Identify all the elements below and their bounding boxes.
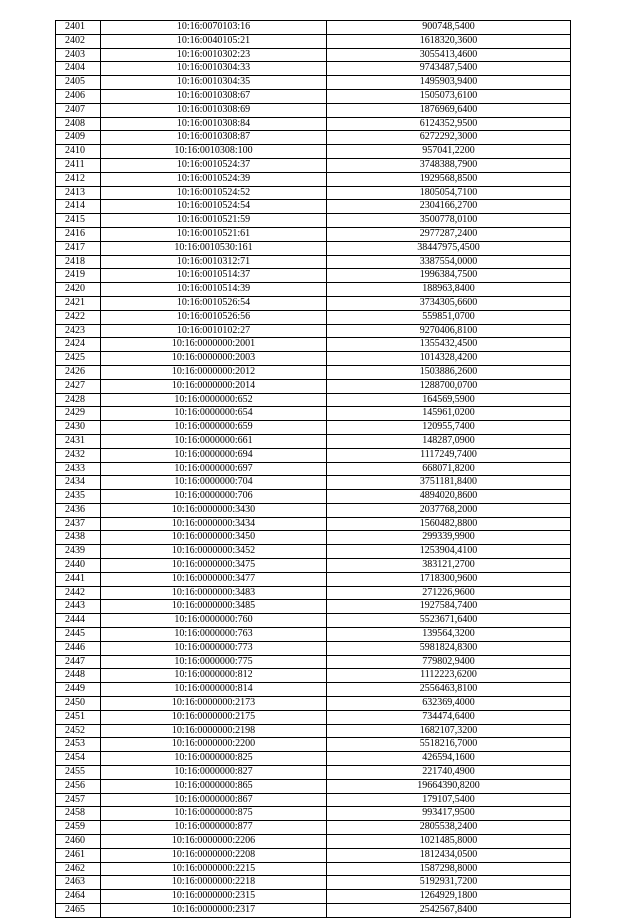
row-number-cell: 2406 [56,89,101,103]
row-number-cell: 2445 [56,628,101,642]
table-row [56,365,571,379]
cadastral-number-cell: 10:16:0000000:2218 [101,876,327,890]
value-cell: 1495903,9400 [327,76,571,90]
value-cell: 2805538,2400 [327,821,571,835]
document-page [55,20,570,918]
cadastral-number-cell: 10:16:0000000:875 [101,807,327,821]
value-cell: 1927584,7400 [327,600,571,614]
table-row [56,62,571,76]
value-cell: 38447975,4500 [327,241,571,255]
value-cell: 1812434,0500 [327,848,571,862]
cadastral-number-cell: 10:16:0010521:59 [101,214,327,228]
value-cell: 3748388,7900 [327,158,571,172]
value-cell: 1805054,7100 [327,186,571,200]
table-row [56,241,571,255]
cadastral-number-cell: 10:16:0010302:23 [101,48,327,62]
table-row [56,545,571,559]
table-row [56,421,571,435]
value-cell: 2304166,2700 [327,200,571,214]
cadastral-number-cell: 10:16:0000000:3430 [101,503,327,517]
row-number-cell: 2458 [56,807,101,821]
value-cell: 1876969,6400 [327,103,571,117]
value-cell: 383121,2700 [327,559,571,573]
table-row [56,683,571,697]
row-number-cell: 2428 [56,393,101,407]
row-number-cell: 2419 [56,269,101,283]
table-row [56,227,571,241]
row-number-cell: 2425 [56,352,101,366]
row-number-cell: 2450 [56,697,101,711]
cadastral-number-cell: 10:16:0010514:37 [101,269,327,283]
value-cell: 299339,9900 [327,531,571,545]
table-row [56,269,571,283]
cadastral-number-cell: 10:16:0000000:2317 [101,904,327,918]
table-row [56,848,571,862]
table-row [56,48,571,62]
value-cell: 1117249,7400 [327,448,571,462]
cadastral-number-cell: 10:16:0000000:827 [101,766,327,780]
table-row [56,476,571,490]
value-cell: 6124352,9500 [327,117,571,131]
row-number-cell: 2444 [56,614,101,628]
value-cell: 1560482,8800 [327,517,571,531]
table-row [56,669,571,683]
value-cell: 3500778,0100 [327,214,571,228]
value-cell: 2556463,8100 [327,683,571,697]
cadastral-number-cell: 10:16:0010102:27 [101,324,327,338]
cadastral-number-cell: 10:16:0000000:704 [101,476,327,490]
row-number-cell: 2434 [56,476,101,490]
table-row [56,766,571,780]
cadastral-number-cell: 10:16:0000000:652 [101,393,327,407]
value-cell: 188963,8400 [327,283,571,297]
cadastral-number-cell: 10:16:0000000:3477 [101,572,327,586]
table-row [56,379,571,393]
value-cell: 1618320,3600 [327,34,571,48]
value-cell: 179107,5400 [327,793,571,807]
table-row [56,490,571,504]
value-cell: 19664390,8200 [327,779,571,793]
row-number-cell: 2437 [56,517,101,531]
table-row [56,531,571,545]
value-cell: 1288700,0700 [327,379,571,393]
cadastral-number-cell: 10:16:0000000:654 [101,407,327,421]
row-number-cell: 2401 [56,21,101,35]
cadastral-number-cell: 10:16:0000000:2315 [101,890,327,904]
table-row [56,628,571,642]
row-number-cell: 2421 [56,296,101,310]
row-number-cell: 2426 [56,365,101,379]
table-row [56,200,571,214]
value-cell: 668071,8200 [327,462,571,476]
row-number-cell: 2452 [56,724,101,738]
row-number-cell: 2463 [56,876,101,890]
cadastral-number-cell: 10:16:0000000:2200 [101,738,327,752]
value-cell: 1996384,7500 [327,269,571,283]
cadastral-number-cell: 10:16:0000000:661 [101,434,327,448]
table-row [56,296,571,310]
cadastral-number-cell: 10:16:0010526:54 [101,296,327,310]
value-cell: 145961,0200 [327,407,571,421]
value-cell: 993417,9500 [327,807,571,821]
table-row [56,158,571,172]
cadastral-number-cell: 10:16:0000000:3450 [101,531,327,545]
cadastral-number-cell: 10:16:0000000:2208 [101,848,327,862]
value-cell: 120955,7400 [327,421,571,435]
cadastral-number-cell: 10:16:0000000:2173 [101,697,327,711]
row-number-cell: 2465 [56,904,101,918]
cadastral-number-cell: 10:16:0000000:2215 [101,862,327,876]
table-row [56,324,571,338]
cadastral-number-cell: 10:16:0000000:865 [101,779,327,793]
row-number-cell: 2417 [56,241,101,255]
row-number-cell: 2408 [56,117,101,131]
cadastral-number-cell: 10:16:0000000:2206 [101,835,327,849]
row-number-cell: 2411 [56,158,101,172]
cadastral-number-cell: 10:16:0010514:39 [101,283,327,297]
table-row [56,283,571,297]
table-row [56,462,571,476]
cadastral-number-cell: 10:16:0070103:16 [101,21,327,35]
cadastral-number-cell: 10:16:0000000:3485 [101,600,327,614]
row-number-cell: 2448 [56,669,101,683]
cadastral-number-cell: 10:16:0000000:2175 [101,710,327,724]
value-cell: 734474,6400 [327,710,571,724]
cadastral-number-cell: 10:16:0010524:54 [101,200,327,214]
value-cell: 559851,0700 [327,310,571,324]
table-row [56,117,571,131]
cadastral-number-cell: 10:16:0000000:3475 [101,559,327,573]
cadastral-number-cell: 10:16:0000000:3434 [101,517,327,531]
table-row [56,614,571,628]
table-row [56,103,571,117]
table-row [56,310,571,324]
cadastral-number-cell: 10:16:0010308:67 [101,89,327,103]
cadastral-number-cell: 10:16:0010308:100 [101,145,327,159]
row-number-cell: 2418 [56,255,101,269]
cadastral-number-cell: 10:16:0000000:694 [101,448,327,462]
cadastral-number-cell: 10:16:0010312:71 [101,255,327,269]
table-row [56,503,571,517]
value-cell: 148287,0900 [327,434,571,448]
value-cell: 1014328,4200 [327,352,571,366]
value-cell: 900748,5400 [327,21,571,35]
row-number-cell: 2416 [56,227,101,241]
table-row [56,145,571,159]
value-cell: 426594,1600 [327,752,571,766]
row-number-cell: 2410 [56,145,101,159]
value-cell: 632369,4000 [327,697,571,711]
row-number-cell: 2407 [56,103,101,117]
cadastral-number-cell: 10:16:0010524:37 [101,158,327,172]
row-number-cell: 2441 [56,572,101,586]
table-row [56,214,571,228]
table-row [56,255,571,269]
cadastral-number-cell: 10:16:0000000:2014 [101,379,327,393]
row-number-cell: 2464 [56,890,101,904]
table-row [56,807,571,821]
cadastral-number-cell: 10:16:0010521:61 [101,227,327,241]
table-row [56,407,571,421]
table-row [56,131,571,145]
cadastral-number-cell: 10:16:0000000:2012 [101,365,327,379]
value-cell: 221740,4900 [327,766,571,780]
cadastral-number-cell: 10:16:0010304:33 [101,62,327,76]
value-cell: 9270406,8100 [327,324,571,338]
table-row [56,600,571,614]
cadastral-number-cell: 10:16:0010308:84 [101,117,327,131]
cadastral-number-cell: 10:16:0000000:697 [101,462,327,476]
row-number-cell: 2432 [56,448,101,462]
row-number-cell: 2443 [56,600,101,614]
value-cell: 5523671,6400 [327,614,571,628]
row-number-cell: 2404 [56,62,101,76]
row-number-cell: 2457 [56,793,101,807]
cadastral-number-cell: 10:16:0000000:812 [101,669,327,683]
row-number-cell: 2415 [56,214,101,228]
value-cell: 957041,2200 [327,145,571,159]
table-row [56,655,571,669]
row-number-cell: 2447 [56,655,101,669]
cadastral-number-cell: 10:16:0000000:2198 [101,724,327,738]
value-cell: 1253904,4100 [327,545,571,559]
table-row [56,76,571,90]
row-number-cell: 2436 [56,503,101,517]
cadastral-number-cell: 10:16:0010524:39 [101,172,327,186]
row-number-cell: 2462 [56,862,101,876]
cadastral-number-cell: 10:16:0000000:760 [101,614,327,628]
table-row [56,876,571,890]
table-row [56,172,571,186]
cadastral-number-cell: 10:16:0000000:814 [101,683,327,697]
value-cell: 1682107,3200 [327,724,571,738]
row-number-cell: 2420 [56,283,101,297]
row-number-cell: 2461 [56,848,101,862]
table-row [56,572,571,586]
value-cell: 2977287,2400 [327,227,571,241]
value-cell: 3387554,0000 [327,255,571,269]
table-row [56,641,571,655]
table-row [56,697,571,711]
row-number-cell: 2405 [56,76,101,90]
value-cell: 6272292,3000 [327,131,571,145]
row-number-cell: 2460 [56,835,101,849]
value-cell: 2542567,8400 [327,904,571,918]
value-cell: 1587298,8000 [327,862,571,876]
cadastral-number-cell: 10:16:0010304:35 [101,76,327,90]
table-row [56,434,571,448]
table-row [56,186,571,200]
row-number-cell: 2451 [56,710,101,724]
table-row [56,338,571,352]
cadastral-number-cell: 10:16:0000000:775 [101,655,327,669]
cadastral-value-table [55,20,571,918]
value-cell: 1505073,6100 [327,89,571,103]
cadastral-number-cell: 10:16:0000000:773 [101,641,327,655]
row-number-cell: 2459 [56,821,101,835]
table-row [56,89,571,103]
row-number-cell: 2402 [56,34,101,48]
table-row [56,393,571,407]
value-cell: 2037768,2000 [327,503,571,517]
table-row [56,724,571,738]
cadastral-number-cell: 10:16:0010308:69 [101,103,327,117]
row-number-cell: 2433 [56,462,101,476]
row-number-cell: 2453 [56,738,101,752]
row-number-cell: 2412 [56,172,101,186]
cadastral-number-cell: 10:16:0000000:825 [101,752,327,766]
value-cell: 5192931,7200 [327,876,571,890]
cadastral-number-cell: 10:16:0010530:161 [101,241,327,255]
row-number-cell: 2440 [56,559,101,573]
value-cell: 5981824,8300 [327,641,571,655]
cadastral-number-cell: 10:16:0010524:52 [101,186,327,200]
cadastral-number-cell: 10:16:0000000:867 [101,793,327,807]
value-cell: 1718300,9600 [327,572,571,586]
value-cell: 3751181,8400 [327,476,571,490]
cadastral-number-cell: 10:16:0000000:706 [101,490,327,504]
row-number-cell: 2449 [56,683,101,697]
row-number-cell: 2446 [56,641,101,655]
row-number-cell: 2431 [56,434,101,448]
value-cell: 1929568,8500 [327,172,571,186]
cadastral-number-cell: 10:16:0000000:763 [101,628,327,642]
row-number-cell: 2435 [56,490,101,504]
value-cell: 9743487,5400 [327,62,571,76]
cadastral-number-cell: 10:16:0010308:87 [101,131,327,145]
row-number-cell: 2423 [56,324,101,338]
table-row [56,779,571,793]
value-cell: 164569,5900 [327,393,571,407]
table-row [56,904,571,918]
value-cell: 139564,3200 [327,628,571,642]
value-cell: 779802,9400 [327,655,571,669]
row-number-cell: 2442 [56,586,101,600]
row-number-cell: 2403 [56,48,101,62]
row-number-cell: 2413 [56,186,101,200]
value-cell: 271226,9600 [327,586,571,600]
table-body [56,21,571,918]
table-row [56,34,571,48]
table-row [56,559,571,573]
row-number-cell: 2438 [56,531,101,545]
value-cell: 1264929,1800 [327,890,571,904]
value-cell: 1503886,2600 [327,365,571,379]
table-row [56,890,571,904]
cadastral-number-cell: 10:16:0000000:877 [101,821,327,835]
cadastral-number-cell: 10:16:0040105:21 [101,34,327,48]
value-cell: 3055413,4600 [327,48,571,62]
row-number-cell: 2414 [56,200,101,214]
row-number-cell: 2439 [56,545,101,559]
row-number-cell: 2456 [56,779,101,793]
table-row [56,862,571,876]
table-row [56,821,571,835]
table-row [56,517,571,531]
cadastral-number-cell: 10:16:0000000:659 [101,421,327,435]
row-number-cell: 2427 [56,379,101,393]
value-cell: 3734305,6600 [327,296,571,310]
cadastral-number-cell: 10:16:0000000:3452 [101,545,327,559]
table-row [56,586,571,600]
row-number-cell: 2424 [56,338,101,352]
table-row [56,752,571,766]
table-row [56,835,571,849]
cadastral-number-cell: 10:16:0000000:2001 [101,338,327,352]
row-number-cell: 2409 [56,131,101,145]
table-row [56,21,571,35]
row-number-cell: 2422 [56,310,101,324]
row-number-cell: 2429 [56,407,101,421]
table-row [56,448,571,462]
value-cell: 5518216,7000 [327,738,571,752]
cadastral-number-cell: 10:16:0010526:56 [101,310,327,324]
value-cell: 1355432,4500 [327,338,571,352]
table-row [56,738,571,752]
value-cell: 4894020,8600 [327,490,571,504]
table-row [56,793,571,807]
table-row [56,352,571,366]
cadastral-number-cell: 10:16:0000000:3483 [101,586,327,600]
row-number-cell: 2430 [56,421,101,435]
value-cell: 1021485,8000 [327,835,571,849]
row-number-cell: 2455 [56,766,101,780]
cadastral-number-cell: 10:16:0000000:2003 [101,352,327,366]
table-row [56,710,571,724]
row-number-cell: 2454 [56,752,101,766]
value-cell: 1112223,6200 [327,669,571,683]
